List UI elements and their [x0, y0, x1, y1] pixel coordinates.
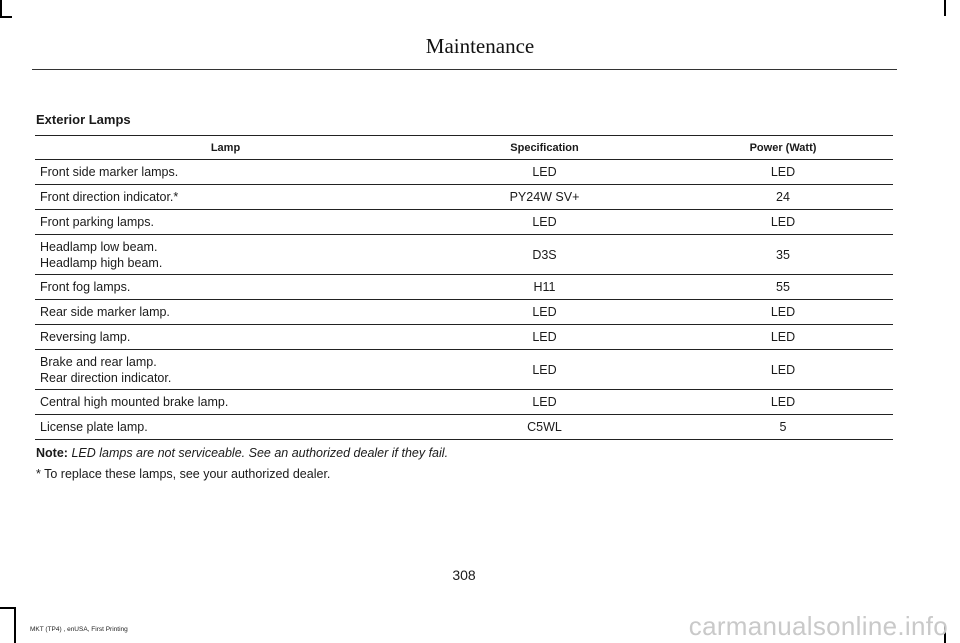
power-cell: 24 — [673, 185, 893, 210]
column-header-power: Power (Watt) — [673, 136, 893, 160]
lamp-cell — [35, 160, 416, 185]
crop-mark — [14, 607, 16, 643]
power-cell: LED — [673, 390, 893, 415]
specification-cell: D3S — [416, 235, 673, 275]
table-row — [35, 350, 893, 390]
table-row — [35, 325, 893, 350]
specification-cell: LED — [416, 390, 673, 415]
power-cell: LED — [673, 210, 893, 235]
specification-cell: LED — [416, 300, 673, 325]
page-title: Maintenance — [425, 34, 535, 58]
specification-cell: LED — [416, 350, 673, 390]
power-cell: LED — [673, 350, 893, 390]
table-row — [35, 275, 893, 300]
power-cell: 55 — [673, 275, 893, 300]
column-header-lamp: Lamp — [35, 136, 416, 160]
lamp-name: Front parking lamps. — [40, 215, 154, 229]
table-row — [35, 185, 893, 210]
lamp-name: License plate lamp. — [40, 420, 148, 434]
lamp-name: Rear direction indicator. — [40, 370, 172, 385]
lamp-cell — [35, 390, 416, 415]
table-row — [35, 210, 893, 235]
power-cell: LED — [673, 160, 893, 185]
note-label: Note: — [36, 446, 68, 460]
section-title: Exterior Lamps — [36, 112, 131, 127]
specification-cell: PY24W SV+ — [416, 185, 673, 210]
lamp-cell — [35, 275, 416, 300]
lamp-cell — [35, 300, 416, 325]
table-row — [35, 415, 893, 440]
power-cell: 35 — [673, 235, 893, 275]
footnote: * To replace these lamps, see your authorized dealer. — [36, 467, 331, 481]
column-header-specification: Specification — [416, 136, 673, 160]
note-text: LED lamps are not serviceable. See an authorized dealer if they fail. — [71, 446, 449, 460]
crop-mark — [944, 0, 946, 16]
specification-cell: H11 — [416, 275, 673, 300]
lamp-cell — [35, 210, 416, 235]
specification-cell: LED — [416, 160, 673, 185]
lamp-cell — [35, 185, 416, 210]
lamp-cell — [35, 235, 416, 275]
specification-cell: C5WL — [416, 415, 673, 440]
print-footer: MKT (TP4) , enUSA, First Printing — [30, 626, 128, 633]
lamp-name: Central high mounted brake lamp. — [40, 395, 229, 409]
table-row — [35, 390, 893, 415]
watermark: carmanualsonline.info — [688, 611, 948, 641]
specification-cell: LED — [416, 325, 673, 350]
lamp-name: Headlamp low beam. — [40, 239, 158, 254]
table-row — [35, 160, 893, 185]
table-row — [35, 300, 893, 325]
lamp-cell — [35, 325, 416, 350]
table-row — [35, 235, 893, 275]
power-cell: LED — [673, 300, 893, 325]
lamp-name: Reversing lamp. — [40, 330, 131, 344]
lamp-name: Front fog lamps. — [40, 280, 131, 294]
lamp-name: Rear side marker lamp. — [40, 305, 170, 319]
crop-mark — [0, 16, 12, 18]
power-cell: LED — [673, 325, 893, 350]
specification-cell: LED — [416, 210, 673, 235]
note — [36, 446, 448, 460]
power-cell: 5 — [673, 415, 893, 440]
lamp-name: Front side marker lamps. — [40, 165, 179, 179]
lamp-name: Headlamp high beam. — [40, 255, 163, 270]
lamp-name: Front direction indicator.* — [40, 190, 179, 204]
page-number: 308 — [452, 567, 476, 583]
lamp-cell — [35, 350, 416, 390]
header-rule — [32, 69, 897, 70]
lamp-name: Brake and rear lamp. — [40, 354, 157, 369]
exterior-lamps-table — [35, 135, 893, 440]
table-header-row — [35, 136, 893, 160]
lamp-cell — [35, 415, 416, 440]
